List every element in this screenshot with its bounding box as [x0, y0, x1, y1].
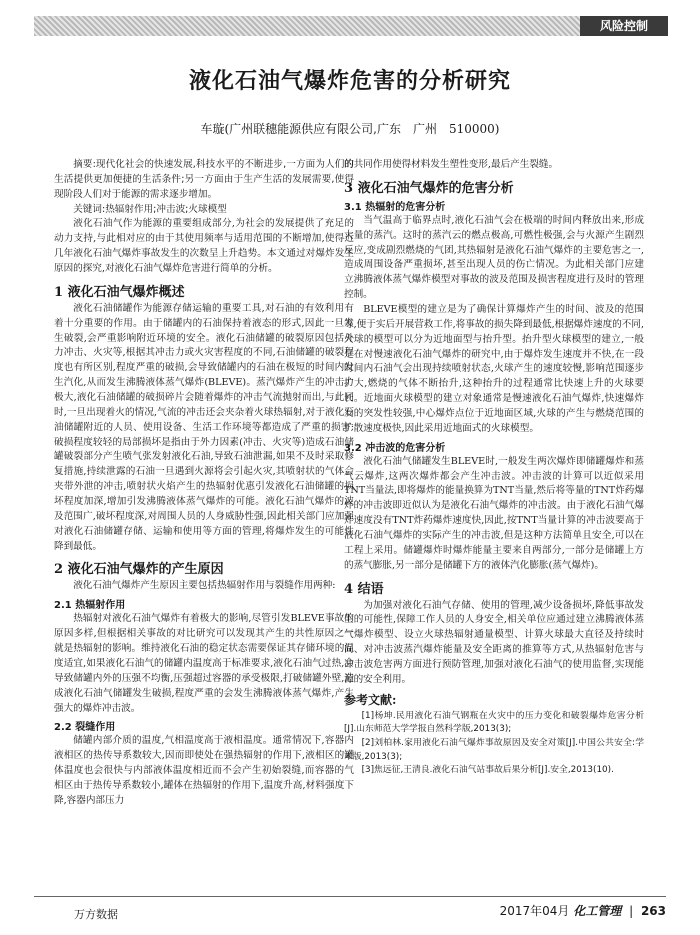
intro-paragraph: 液化石油气作为能源的重要组成部分,为社会的发展提供了充足的动力支持,与此相对应的由于其使用频率与适用范围的不断增加,使得近几年液化石油气爆炸事故发生的次数呈上升趋势。本文通过对爆炸发生原因的探究,对液化石油气爆炸危害进行简单的分析。 [54, 218, 354, 275]
reference-item: [2]刘柏林.家用液化石油气爆炸事故原因及安全对策[J].中国公共安全:学术版,2013(3); [344, 738, 644, 762]
footer-divider [34, 896, 666, 897]
right-column [344, 158, 644, 778]
section-3-1-heading: 3.1 热辐射的危害分析 [344, 201, 446, 213]
continued-paragraph: 的共同作用使得材料发生塑性变形,最后产生裂缝。 [344, 159, 559, 170]
issue-date: 2017年04月 [499, 904, 570, 918]
reference-item: [3]焦远征,王清良.液化石油气站事故后果分析[J].安全,2013(10). [361, 765, 614, 776]
section-2-2-heading: 2.2 裂缝作用 [54, 722, 116, 734]
section-2-heading: 2 液化石油气爆炸的产生原因 [54, 562, 224, 578]
author-line: 车璇(广州联穗能源供应有限公司,广东 广州 510000) [200, 122, 500, 136]
section-3-2-heading: 3.2 冲击波的危害分析 [344, 442, 446, 454]
section-3-2-paragraph: 液化石油气储罐发生BLEVE时,一般发生两次爆炸即储罐爆炸和蒸气云爆炸,这两次爆炸都会产生冲击波。冲击波的计算可以近似采用TNT当量法,即将爆炸的能量换算为TNT当量,然后将等量的TNT炸药爆炸的冲击波即近似认为是液化石油气爆炸的冲击波。由于液化石油气爆炸速度没有TNT炸药爆炸速度快,因此,按TNT当量计算的冲击波要高于液化石油气爆炸的实际产生的冲击波,但是这种方法简单且安全,可以在工程上采用。储罐爆炸时爆炸能量主要来自两部分,一部分是储罐上方的蒸气膨胀,另一部分是储罐下方的液体汽化膨胀(蒸气爆炸)。 [344, 455, 644, 571]
page-number: 263 [640, 904, 666, 918]
footer-separator: | [629, 904, 634, 918]
footer-meta [500, 902, 666, 919]
section-2-1-paragraph: 热辐射对液化石油气爆炸有着极大的影响,尽管引发BLEVE事故的原因多样,但根据相关事故的对比研究可以发现其产生的共性原因之一就是热辐射的影响。维持液化石油的稳定状态需要保证其存储环境的温度适宜,如果液化石油气的储罐内温度高于标准要求,液化石油气过热,会导致储罐内外的压强不均衡,压强超过容器的承受极限,打破储罐外壁,造成液化石油气储罐发生破损,程度严重的会发生沸腾液体蒸气爆炸,产生强大的爆炸冲击波。 [54, 613, 354, 714]
section-tag: 风险控制 [580, 16, 668, 36]
abstract: 摘要:现代化社会的快速发展,科技水平的不断进步,一方面为人们的生活提供更加便捷的生活条件;另一方面由于生产生活的发展需要,使得现阶段人们对于能源的需求逐步增加。 [54, 159, 354, 200]
section-1-paragraph: 液化石油储罐作为能源存储运输的重要工具,对石油的有效利用有着十分重要的作用。由于储罐内的石油保持着液态的形式,因此一旦发生破裂,会严重影响附近环境的安全。液化石油储罐的破裂原因包括外力冲击、火灾等,根据其冲击力或火灾害程度的不同,石油储罐的破裂程度也有所区别,程度严重的破损,会导致储罐内的石油在极短的时间内发生汽化,从而发生沸腾液体蒸气爆炸(BLEVE)。蒸汽爆炸产生的冲击力极大,液化石油储罐的破损碎片会随着爆炸的冲击气流抛射而出,与此同时,一旦出现着火的情况,气流的冲击还会夹杂着火球热辐射,对于液化石油储罐附近的人员、使用设备、生活工作环境等都造成了严重的损害;破损程度较轻的局部损坏是指由于外力因素(冲击、火灾等)造成石油储罐破裂部分产生喷气张发射液化石油,导致石油泄漏,如果不及时采取修复措施,持续泄露的石油一旦遇到火源将会引起火灾,其喷射状的气体会夹带外泄的冲击,喷射状火焰产生的热辐射优惠引发液化石油储罐的损坏程度加深,增加引发沸腾液体蒸气爆炸的可能。液化石油气爆炸的波及范围广,破坏程度深,对周围人员的人身威胁性强,因此相关部门应加强对液化石油储罐存储、运输和使用等方面的管理,将爆炸发生的可能性降到最低。 [54, 302, 354, 552]
footer-watermark: 万方数据 [74, 908, 118, 921]
journal-name: 化工管理 [573, 904, 622, 918]
section-2-2-paragraph: 储罐内部介质的温度,气相温度高于液相温度。通常情况下,容器内液相区的热传导系数较大,因而即使处在强热辐射的作用下,液相区的罐体温度也会很快与内部液体温度相近而不会产生初始裂缝,而容器的气相区由于热传导系数较小,罐体在热辐射的作用下,温度升高,材料强度下降,容器内部压力 [54, 735, 354, 806]
section-3-1-paragraph-2: BLEVE模型的建立是为了确保计算爆炸产生的时间、波及的范围等,便于实后开展营救工作,将事故的损失降到最低,根据爆炸速度的不同,火球的模型可以分为近地面型与抬升型。抬升型火球模型的建立,一般是在对慢速液化石油气爆炸的研究中,由于爆炸发生速度并不快,在一段时间内石油气会出现持续喷射状态,火球产生的速度较慢,影响范围逐步扩大,燃烧的气体不断抬升,这种抬升的过程通常比快速上升的火球要长。近地面火球模型的建立对象通常是慢速液化石油气爆炸,快速爆炸发的突发性较强,中心爆炸点位于近地面区域,火球的产生与燃烧范围的扩散速度极快,因此采用近地面式的火球模型。 [344, 304, 645, 434]
keywords: 关键词:热辐射作用;冲击波;火球模型 [73, 203, 227, 215]
section-4-heading: 4 结语 [344, 581, 384, 597]
references-heading: 参考文献: [344, 692, 397, 707]
left-column [54, 158, 354, 809]
section-1-heading: 1 液化石油气爆炸概述 [54, 284, 185, 300]
section-3-1-paragraph-1: 当气温高于临界点时,液化石油气会在极端的时间内释放出来,形成大量的蒸汽。这时的蒸汽云的燃点极高,可燃性极强,会与火源产生剧烈反应,变成剧烈燃烧的气团,其热辐射是液化石油气爆炸的主要危害之一,造成周围设备严重损坏,甚至出现人员的伤亡情况。为此相关部门应建立沸腾液体蒸气爆炸模型对事故的波及范围及损害程度进行及时的管理控制。 [344, 214, 644, 301]
section-2-intro: 液化石油气爆炸产生原因主要包括热辐射作用与裂缝作用两种: [73, 580, 336, 592]
conclusion-paragraph: 为加强对液化石油气存储、使用的管理,减少设备损坏,降低事故发生的可能性,保障工作人员的人身安全,相关单位应通过建立沸腾液体蒸气爆炸模型、设立火球热辐射通量模型、计算火球最大直径及持续时间、对冲击波蒸汽爆炸能量及安全距离的推算等方式,从热辐射危害与冲击波危害两方面进行预防管理,加强对液化石油气的使用监督,实现能源的安全利用。 [344, 599, 644, 685]
reference-item: [1]杨坤.民用液化石油气钢瓶在火灾中的压力变化和破裂爆炸危害分析[J].山东师范大学学报自然科学版,2013(3); [344, 710, 644, 735]
section-3-heading: 3 液化石油气爆炸的危害分析 [344, 180, 514, 196]
section-2-1-heading: 2.1 热辐射作用 [54, 600, 126, 612]
header-band [34, 16, 668, 36]
article-title: 液化石油气爆炸危害的分析研究 [188, 69, 511, 94]
